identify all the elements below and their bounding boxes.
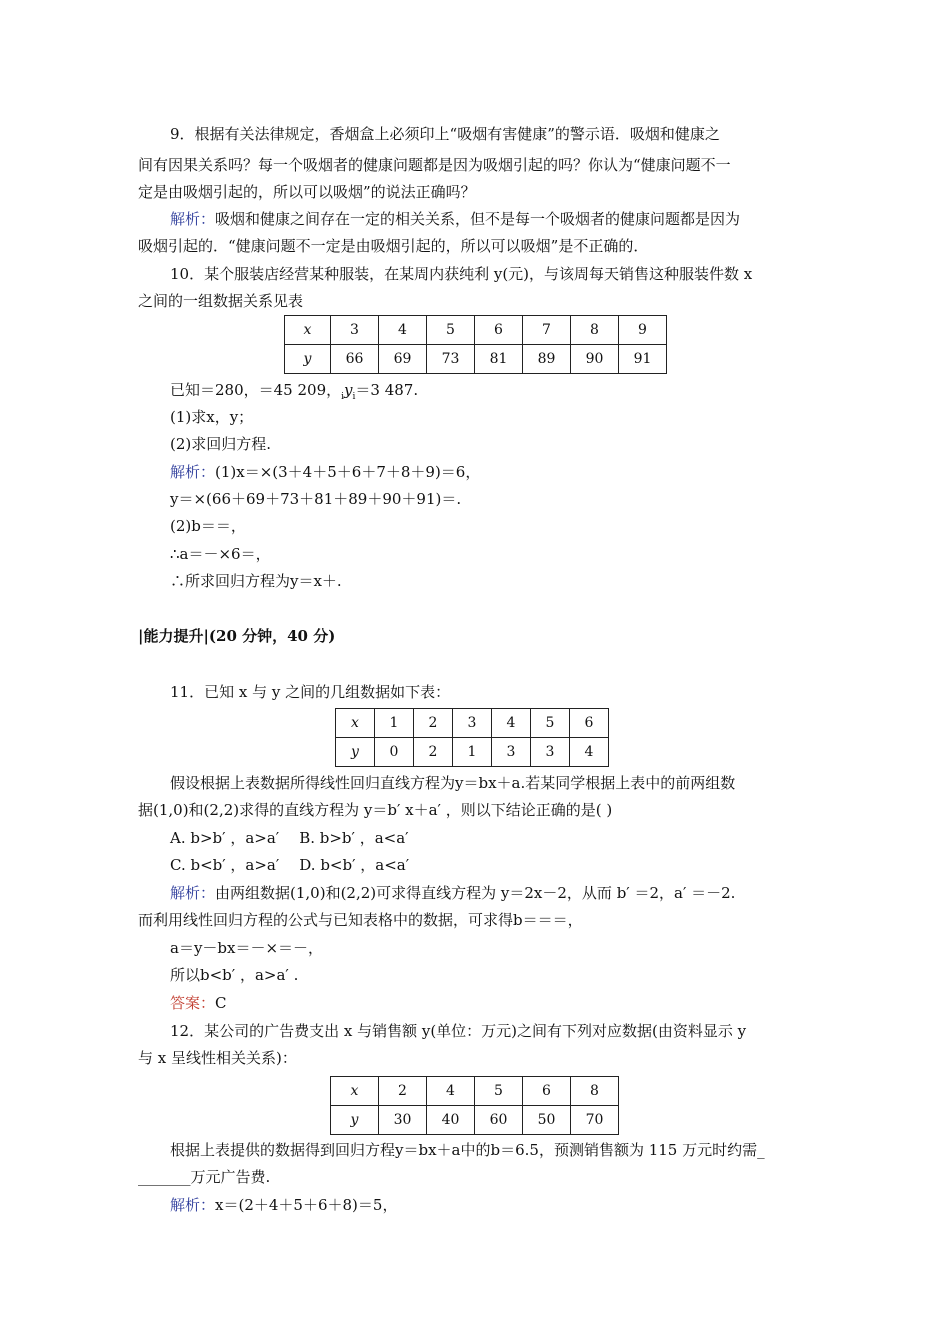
row-label-y: y [336,738,375,767]
table-cell: 81 [475,345,523,374]
table-cell: 50 [523,1106,571,1135]
q9-analysis-line-2: 吸烟引起的．“健康问题不一定是由吸烟引起的，所以可以吸烟”是不正确的． [138,237,649,255]
q9-line-1: 9．根据有关法律规定，香烟盒上必须印上“吸烟有害健康”的警示语．吸烟和健康之 [170,125,720,143]
row-label-x: x [331,1077,379,1106]
table-row [285,345,667,374]
table-cell: 2 [414,738,453,767]
table-cell: 70 [571,1106,619,1135]
table-cell: 2 [379,1077,427,1106]
q11-line-1: 11．已知 x 与 y 之间的几组数据如下表： [170,683,451,701]
q11-solution-4: 所以b<b′ ，a>a′ . [170,966,299,984]
table-cell: 9 [619,316,667,345]
table-cell: 3 [331,316,379,345]
table-row [331,1106,619,1135]
table-cell: 2 [414,709,453,738]
known-sub-i: i [341,392,345,402]
table-cell: 0 [375,738,414,767]
q10-solution-5: ∴所求回归方程为y＝x＋. [170,572,342,590]
table-cell: 6 [523,1077,571,1106]
table-row [336,709,609,738]
table-cell: 60 [475,1106,523,1135]
table-cell: 73 [427,345,475,374]
table-cell: 5 [427,316,475,345]
q11-line-3: 据(1,0)和(2,2)求得的直线方程为 y＝b′ x＋a′ ，则以下结论正确的是( ) [138,801,613,819]
table-cell: 6 [570,709,609,738]
table-cell: 8 [571,1077,619,1106]
q10-solution-2: y＝×(66＋69＋73＋81＋89＋90＋91)＝. [170,490,462,508]
q10-part-1: (1)求x，y； [170,408,254,426]
table-cell: 7 [523,316,571,345]
section-heading: |能力提升|(20 分钟，40 分) [138,627,336,645]
q11-sol-text-1: 由两组数据(1,0)和(2,2)可求得直线方程为 y＝2x－2，从而 b′ ＝2，a′ ＝－2. [215,884,736,902]
q10-solution-3: (2)b＝＝， [170,517,246,535]
table-cell: 8 [571,316,619,345]
option-b: B. b>b′ ，a<a′ [299,829,409,847]
q10-known [170,380,850,407]
table-cell: 3 [492,738,531,767]
row-label-x: x [336,709,375,738]
table-cell: 40 [427,1106,475,1135]
analysis-label: 解析： [170,210,216,228]
q12-line-3: 根据上表提供的数据得到回归方程y＝bx＋a中的b＝6.5，预测销售额为 115 万元时约需_ [170,1141,765,1159]
analysis-label: 解析： [170,884,216,902]
q12-data-table [330,1076,619,1135]
table-cell: 1 [453,738,492,767]
row-label-y: y [331,1106,379,1135]
table-cell: 5 [531,709,570,738]
table-row [331,1077,619,1106]
known-sub-i-2: i [352,392,356,402]
q10-solution-1 [170,462,850,482]
q9-analysis-line-1 [170,209,850,229]
q12-line-4: _______万元广告费. [138,1168,271,1186]
q12-line-1: 12．某公司的广告费支出 x 与销售额 y(单位：万元)之间有下列对应数据(由资料显示 y [170,1022,747,1040]
q11-line-2: 假设根据上表数据所得线性回归直线方程为y＝bx＋a.若某同学根据上表中的前两组数 [170,774,736,792]
q11-solution-2: 而利用线性回归方程的公式与已知表格中的数据，可求得b＝＝＝， [138,911,583,929]
option-d: D. b<b′ ，a<a′ [299,856,410,874]
row-label-x: x [285,316,331,345]
table-cell: 4 [379,316,427,345]
table-cell: 4 [492,709,531,738]
q9-line-2: 间有因果关系吗？每一个吸烟者的健康问题都是因为吸烟引起的吗？你认为“健康问题不一 [138,156,731,174]
q10-data-table [284,315,667,374]
table-row [336,738,609,767]
table-row [285,316,667,345]
table-cell: 91 [619,345,667,374]
table-cell: 3 [531,738,570,767]
table-cell: 30 [379,1106,427,1135]
q11-solution-1 [170,883,850,903]
row-label-y: y [285,345,331,374]
table-cell: 6 [475,316,523,345]
known-text: 已知＝280，＝45 209， [170,381,342,399]
q12-solution-1 [170,1195,850,1215]
known-y: y [344,381,353,399]
table-cell: 69 [379,345,427,374]
table-cell: 5 [475,1077,523,1106]
analysis-label: 解析： [170,463,216,481]
q11-data-table [335,708,609,767]
q12-line-2: 与 x 呈线性相关关系)： [138,1049,297,1067]
table-cell: 3 [453,709,492,738]
table-cell: 1 [375,709,414,738]
table-cell: 89 [523,345,571,374]
q10-line-2: 之间的一组数据关系见表 [138,292,304,310]
q11-options-row-1 [170,828,850,848]
table-cell: 4 [570,738,609,767]
table-cell: 66 [331,345,379,374]
q11-options-row-2 [170,855,850,875]
table-cell: 4 [427,1077,475,1106]
table-cell: 90 [571,345,619,374]
q12-sol-text-1: x＝(2＋4＋5＋6＋8)＝5， [215,1196,398,1214]
q10-line-1: 10．某个服装店经营某种服装，在某周内获纯利 y(元)，与该周每天销售这种服装件数 x [170,265,753,283]
q11-answer [170,993,850,1013]
answer-value: C [215,994,227,1012]
q11-solution-3: a＝y－bx＝－×＝－， [170,939,324,957]
q10-part-2: (2)求回归方程. [170,435,272,453]
q10-solution-4: ∴a＝－×6＝， [170,545,271,563]
known-end: ＝3 487. [355,381,419,399]
analysis-label: 解析： [170,1196,216,1214]
q10-sol-text-1: (1)x＝×(3＋4＋5＋6＋7＋8＋9)＝6， [215,463,481,481]
answer-label: 答案： [170,994,216,1012]
q9-line-3: 定是由吸烟引起的，所以可以吸烟”的说法正确吗？ [138,183,476,201]
option-c: C. b<b′ ，a>a′ [170,856,280,874]
q9-analysis-text-1: 吸烟和健康之间存在一定的相关关系，但不是每一个吸烟者的健康问题都是因为 [215,210,741,228]
option-a: A. b>b′ ，a>a′ [170,829,280,847]
